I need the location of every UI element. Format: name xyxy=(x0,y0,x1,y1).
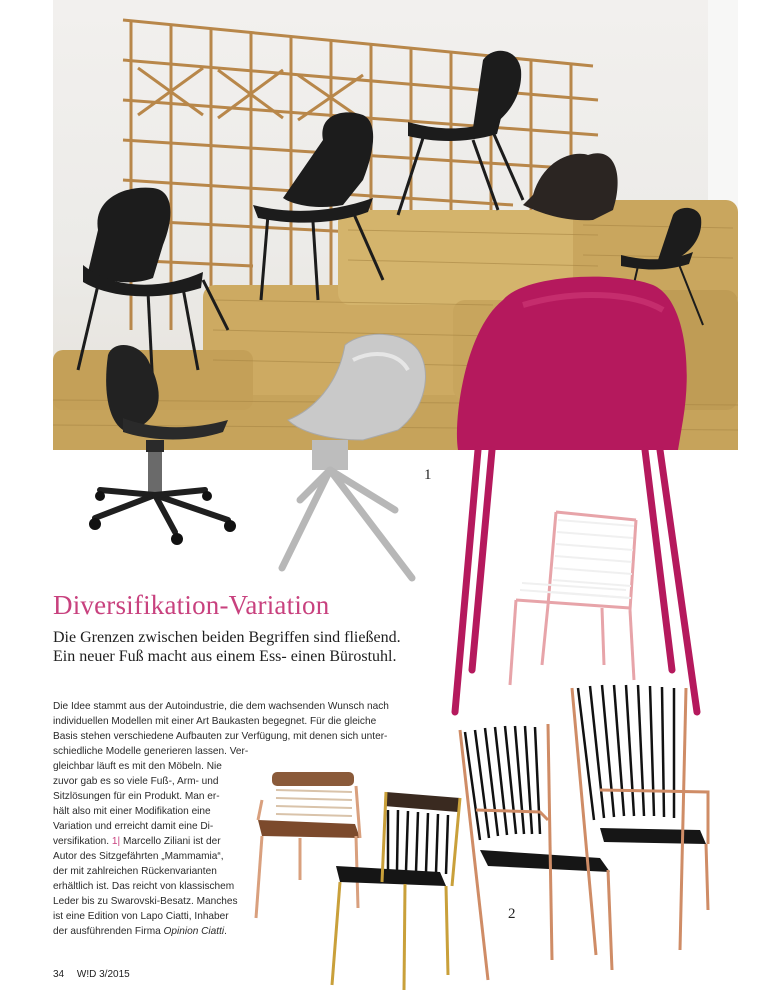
page-footer xyxy=(53,969,130,980)
body-line: schiedliche Modelle generieren lassen. Ver- xyxy=(53,746,249,757)
body-line: ist eine Edition von Lapo Ciatti, Inhaber xyxy=(53,911,229,922)
body-line: Sitzlösungen für ein Produkt. Man er- xyxy=(53,791,220,802)
body-line: der mit zahlreichen Rückenvarianten xyxy=(53,866,217,877)
body-line: individuellen Modellen mit einer Art Baukasten begegnet. Für die gleiche xyxy=(53,716,377,727)
body-line-figure-ref xyxy=(53,834,221,849)
figure-label-2: 2 xyxy=(508,906,516,922)
article-title: Diversifikation-Variation xyxy=(53,590,330,620)
silver-chair-base xyxy=(282,440,412,578)
hero-illustration xyxy=(53,0,738,450)
body-text-span: der ausführenden Firma xyxy=(53,926,161,937)
pink-string-chair xyxy=(510,512,636,685)
body-line: Basis stehen verschiedene Aufbauten zur Verfügung, mit denen sich unter- xyxy=(53,731,388,742)
body-line: Variation und erreicht damit eine Di- xyxy=(53,821,214,832)
body-line: gleichbar läuft es mit den Möbeln. Nie xyxy=(53,761,222,772)
page-number: 34 xyxy=(53,969,65,980)
body-line: hält also mit einer Modifikation eine xyxy=(53,806,211,817)
body-text-span: . xyxy=(224,926,227,937)
body-line: Autor des Sitzgefährten „Mammamia“, xyxy=(53,851,224,862)
subtitle-line: Ein neuer Fuß macht aus einem Ess- einen Bürostuhl. xyxy=(53,648,397,665)
company-name: Opinion Ciatti xyxy=(163,926,225,937)
body-line-company xyxy=(53,924,227,939)
leather-string-chair xyxy=(256,772,360,918)
body-text-span: Marcello Ziliani ist der xyxy=(122,836,221,847)
gold-string-chair xyxy=(332,792,460,990)
black-armchair-right xyxy=(572,685,708,955)
hero-photo xyxy=(53,0,738,450)
body-line: Die Idee stammt aus der Autoindustrie, die dem wachsenden Wunsch nach xyxy=(53,701,389,712)
body-line: zuvor gab es so viele Fuß-, Arm- und xyxy=(53,776,219,787)
article-subtitle xyxy=(53,628,473,666)
magazine-issue: W!D 3/2015 xyxy=(76,969,130,980)
black-office-chair-base xyxy=(89,440,236,545)
figure-label-1: 1 xyxy=(424,467,432,483)
subtitle-line: Die Grenzen zwischen beiden Begriffen sind fließend. xyxy=(53,629,401,646)
black-armchair-left xyxy=(460,724,612,980)
body-line: Leder bis zu Swarovski-Besatz. Manches xyxy=(53,896,238,907)
body-text-span: versifikation. xyxy=(53,836,110,847)
body-line: erhältlich ist. Das reicht von klassischem xyxy=(53,881,235,892)
figure-reference: 1| xyxy=(111,836,121,847)
